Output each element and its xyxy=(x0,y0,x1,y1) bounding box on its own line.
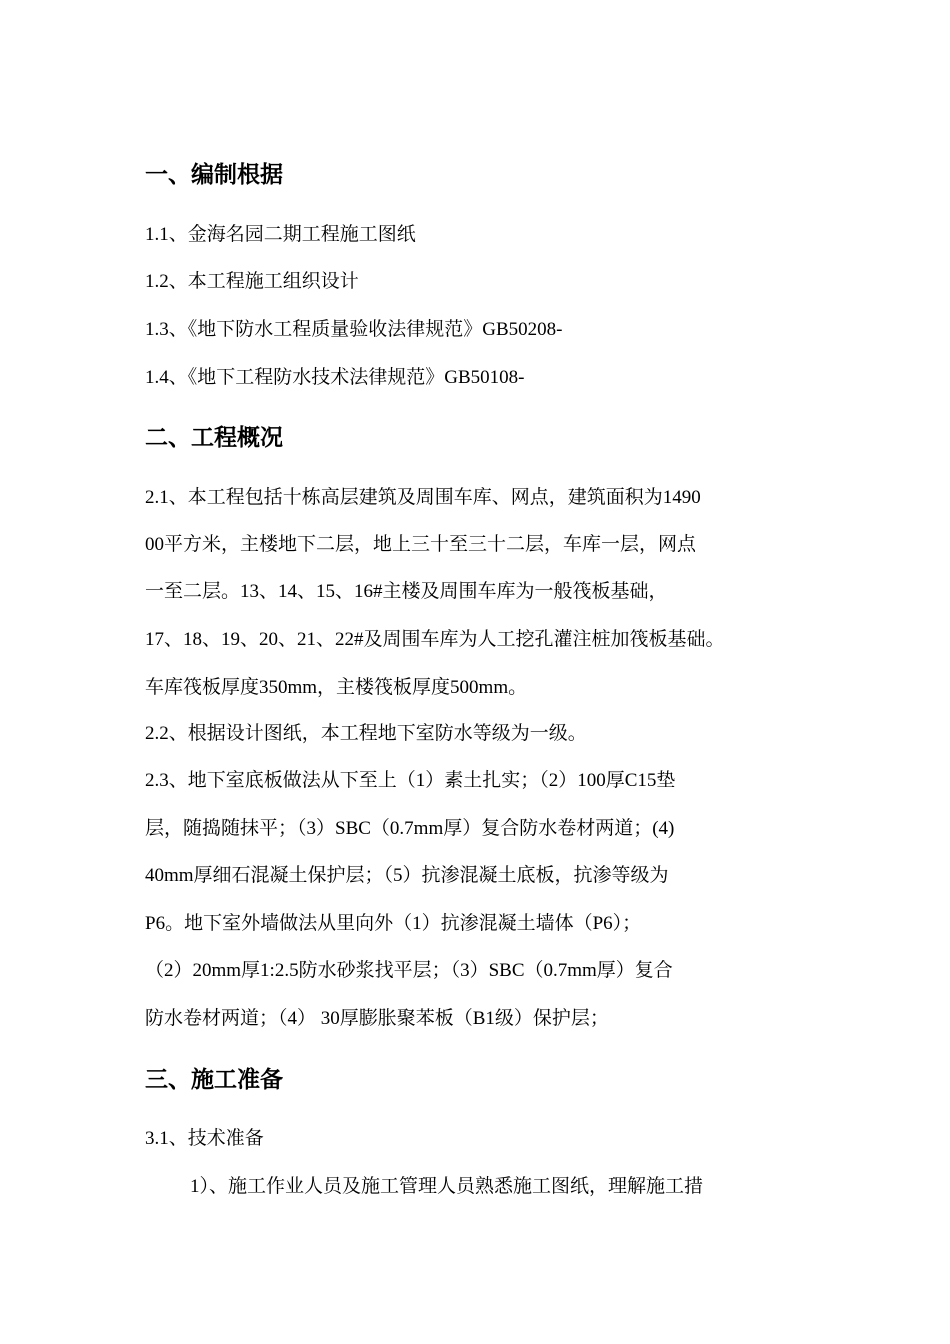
section-heading-2: 二、工程概况 xyxy=(145,425,283,451)
paragraph-line: 层，随捣随抹平；（3）SBC（0.7mm厚）复合防水卷材两道；(4) xyxy=(145,818,675,839)
paragraph-line: 车库筏板厚度350mm，主楼筏板厚度500mm。 xyxy=(145,677,528,698)
paragraph-line: 2.2、根据设计图纸，本工程地下室防水等级为一级。 xyxy=(145,723,587,744)
paragraph-line: 1.2、本工程施工组织设计 xyxy=(145,271,359,292)
paragraph-line: 1）、施工作业人员及施工管理人员熟悉施工图纸，理解施工措 xyxy=(190,1176,704,1197)
paragraph-line: 一至二层。13、14、15、16#主楼及周围车库为一般筏板基础， xyxy=(145,581,668,602)
paragraph-line: 2.3、地下室底板做法从下至上（1）素土扎实；（2）100厚C15垫 xyxy=(145,770,676,791)
paragraph-line: 17、18、19、20、21、22#及周围车库为人工挖孔灌注桩加筏板基础。 xyxy=(145,629,725,650)
paragraph-line: 40mm厚细石混凝土保护层；（5）抗渗混凝土底板，抗渗等级为 xyxy=(145,865,669,886)
section-heading-3: 三、施工准备 xyxy=(145,1067,283,1093)
paragraph-line: 2.1、本工程包括十栋高层建筑及周围车库、网点，建筑面积为1490 xyxy=(145,487,701,508)
paragraph-line: （2）20mm厚1:2.5防水砂浆找平层；（3）SBC（0.7mm厚）复合 xyxy=(145,960,673,981)
paragraph-line: 3.1、技术准备 xyxy=(145,1128,264,1149)
paragraph-line: 1.4、《地下工程防水技术法律规范》GB50108- xyxy=(145,367,525,388)
paragraph-line: 1.3、《地下防水工程质量验收法律规范》GB50208- xyxy=(145,319,563,340)
paragraph-line: 1.1、金海名园二期工程施工图纸 xyxy=(145,224,416,245)
section-heading-1: 一、编制根据 xyxy=(145,162,283,188)
paragraph-line: 00平方米，主楼地下二层，地上三十至三十二层，车库一层，网点 xyxy=(145,534,697,555)
paragraph-line: 防水卷材两道；（4） 30厚膨胀聚苯板（B1级）保护层； xyxy=(145,1008,609,1029)
paragraph-line: P6。地下室外墙做法从里向外（1）抗渗混凝土墙体（P6）； xyxy=(145,913,642,934)
